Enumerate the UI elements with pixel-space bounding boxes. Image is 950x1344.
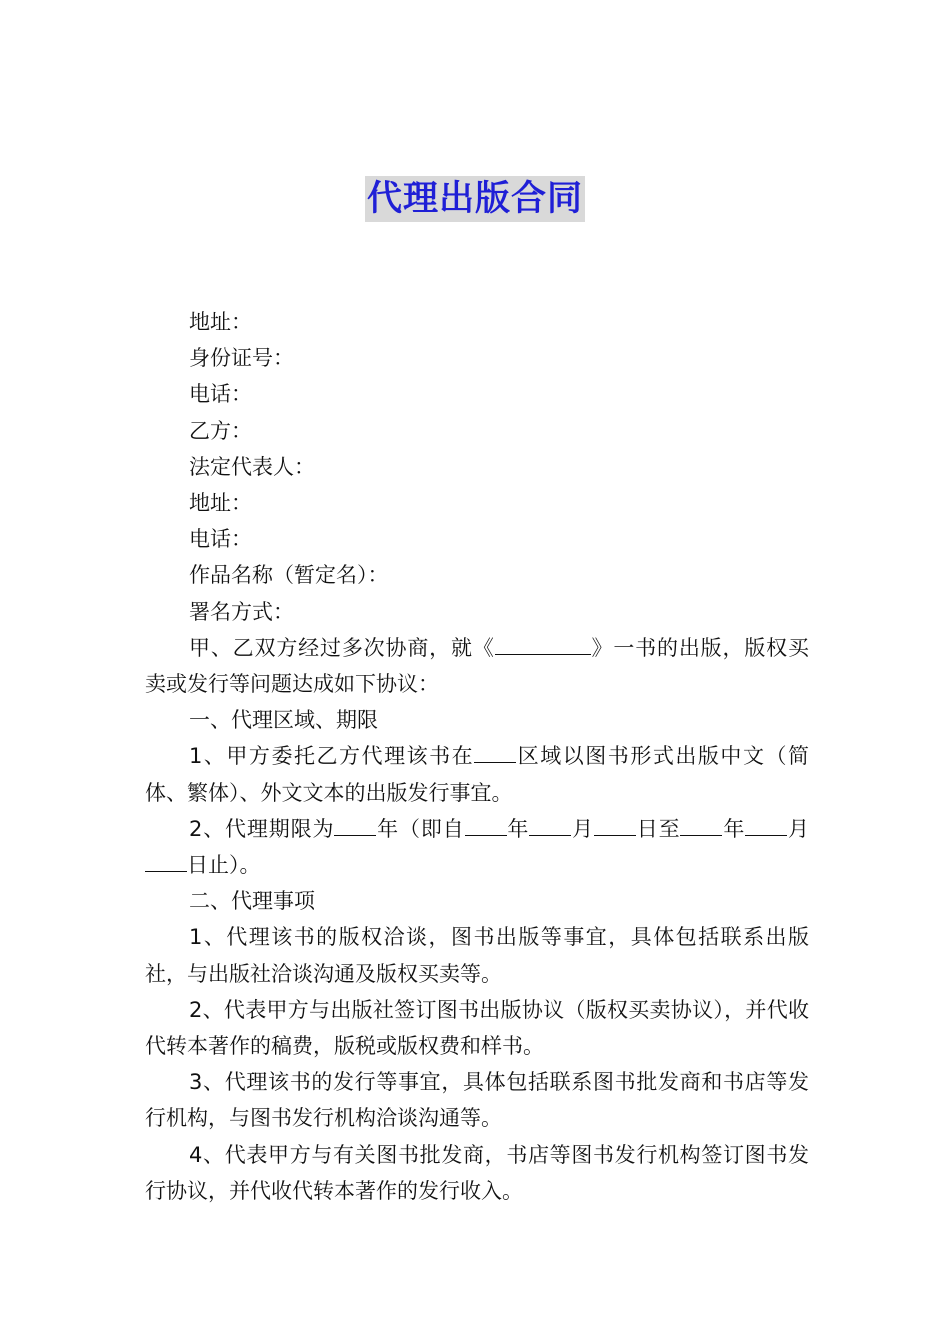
end-month-blank xyxy=(745,813,787,836)
book-title-blank xyxy=(495,632,591,655)
section1-item2 xyxy=(145,811,809,883)
field-party-b: 乙方： xyxy=(189,418,252,443)
intro-after: 》一书的出版，版权买卖或发行等问题达成如下协议： xyxy=(145,635,810,697)
start-month-blank xyxy=(529,813,571,836)
section2-item: 3、代理该书的发行等事宜，具体包括联系图书批发商和书店等发行机构，与图书发行机构洽谈沟通等。 xyxy=(145,1070,809,1131)
term-text-2: 年（即自 xyxy=(376,816,465,841)
section1-item1-after: 区域以图书形式出版中文（简体、繁体）、外文文本的出版发行事宜。 xyxy=(145,744,809,805)
region-blank xyxy=(474,740,516,763)
section1-item1 xyxy=(145,738,809,810)
section1-heading: 一、代理区域、期限 xyxy=(189,708,378,733)
term-text-4: 月 xyxy=(571,816,594,841)
field-legal-rep: 法定代表人： xyxy=(189,454,315,479)
term-text-6: 年 xyxy=(722,816,746,841)
field-phone-a: 电话： xyxy=(189,382,252,407)
section1-item1-before: 1、甲方委托乙方代理该书在 xyxy=(189,744,475,769)
section2-heading: 二、代理事项 xyxy=(189,889,315,914)
field-address-a: 地址： xyxy=(189,310,252,334)
intro-paragraph xyxy=(145,630,809,702)
start-day-blank xyxy=(594,813,636,836)
term-years-blank xyxy=(334,813,376,836)
field-phone-b: 电话： xyxy=(189,527,252,552)
section2-item: 2、代表甲方与出版社签订图书出版协议（版权买卖协议），并代收代转本著作的稿费，版税或版权费和样书。 xyxy=(145,997,809,1059)
term-text-1: 2、代理期限为 xyxy=(189,816,335,841)
term-text-8: 日止）。 xyxy=(187,853,261,878)
contract-body xyxy=(145,304,809,1209)
field-work-name: 作品名称（暂定名）： xyxy=(189,563,389,588)
intro-before: 甲、乙双方经过多次协商，就《 xyxy=(189,635,495,660)
field-id-number: 身份证号： xyxy=(189,346,294,371)
document-title: 代理出版合同 xyxy=(365,176,585,222)
start-year-blank xyxy=(465,813,507,836)
title-container xyxy=(0,176,950,222)
term-text-5: 日至 xyxy=(635,816,681,841)
field-address-b: 地址： xyxy=(189,491,252,516)
section2-item: 1、代理该书的版权洽谈，图书出版等事宜，具体包括联系出版社，与出版社洽谈沟通及版权买卖等。 xyxy=(145,925,809,986)
section2-item: 4、代表甲方与有关图书批发商，书店等图书发行机构签订图书发行协议，并代收代转本著作的发行收入。 xyxy=(145,1142,809,1203)
term-text-7: 月 xyxy=(787,816,810,841)
end-year-blank xyxy=(680,813,722,836)
end-day-blank xyxy=(145,849,187,872)
field-signature-style: 署名方式： xyxy=(189,599,294,624)
term-text-3: 年 xyxy=(506,816,530,841)
